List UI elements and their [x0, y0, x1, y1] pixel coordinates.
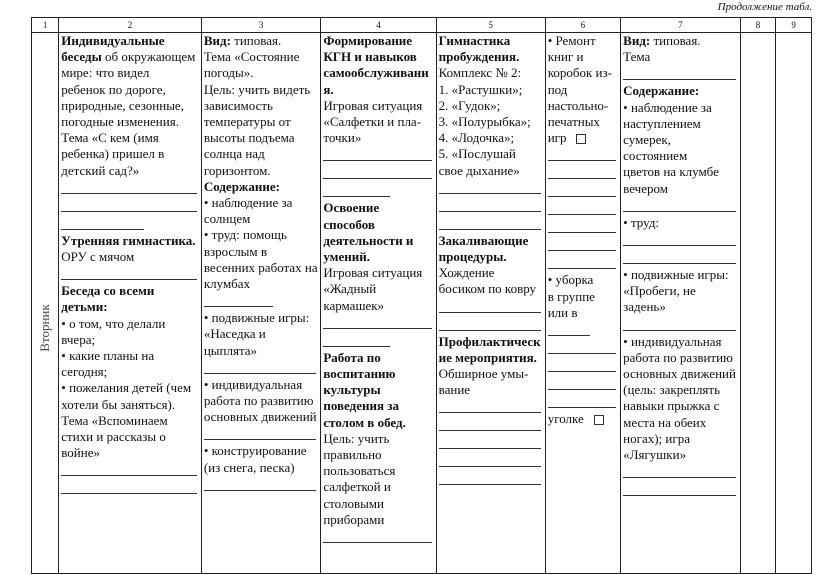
text: Игровая ситуация [323, 97, 423, 113]
blank-line [548, 164, 616, 179]
text: • какие планы на [61, 348, 199, 364]
header-cell: 2 [59, 18, 202, 33]
text: наступлением [623, 115, 701, 131]
blank-line [623, 463, 736, 478]
text: горизонтом. [203, 162, 271, 178]
blank-line [61, 197, 197, 212]
header-cell: 7 [621, 18, 741, 33]
text: солнца над [203, 146, 265, 162]
day-cell [32, 33, 59, 574]
blank-line [323, 528, 431, 543]
text: Индивидуальные [61, 33, 165, 48]
text: хотели бы заняться). [61, 396, 176, 412]
blank-line [439, 452, 541, 467]
header-cell: 4 [321, 18, 436, 33]
header-cell: 8 [740, 18, 776, 33]
text: Хождение [438, 265, 495, 281]
routine-cell [321, 33, 436, 574]
text: высоты подъема [203, 130, 295, 146]
blank-line [623, 231, 736, 246]
text: Беседа со всеми [61, 283, 155, 299]
text: ребенок по дороге, [61, 81, 166, 97]
text: свое дыхание» [438, 162, 520, 178]
text: взрослым в [203, 243, 268, 259]
text: культуры [323, 382, 381, 398]
text: 1. «Растушки»; [438, 81, 523, 97]
text: Вид: [203, 33, 231, 48]
text: КГН и навыков [323, 49, 417, 65]
text: столовыми [323, 495, 384, 511]
text: • о том, что делали [61, 316, 199, 332]
text: «Пробеги, не задень» [623, 283, 696, 315]
text: вчера; [61, 331, 96, 347]
text: зависимость [203, 97, 273, 113]
blank-line [61, 461, 197, 476]
blank-line [61, 479, 197, 494]
text: сегодня; [61, 364, 108, 380]
plan-table [31, 17, 812, 574]
header-cell: 5 [436, 18, 545, 33]
text: навыки прыжка с [623, 398, 720, 414]
text: процедуры. [438, 249, 507, 265]
blank-line [439, 398, 541, 413]
blank-line [548, 393, 616, 408]
text: войне» [61, 445, 100, 461]
text: • труд: помощь [204, 227, 319, 243]
text: (из снега, песка) [203, 459, 295, 475]
text: Цель: учить видеть [203, 81, 311, 97]
header-cell: 9 [776, 18, 812, 33]
text: Утренняя гимнастика. [61, 232, 196, 248]
blank-line [439, 197, 541, 212]
labor-cell [545, 33, 620, 574]
text: типовая. [230, 33, 282, 48]
text: • труд: [623, 215, 738, 231]
text: основных движений [203, 409, 317, 425]
checkbox-square [576, 134, 586, 144]
text: Содержание: [203, 178, 280, 194]
text: ребенка) пришел в [61, 146, 165, 162]
text: я. [323, 81, 334, 97]
text: Гимнастика [438, 33, 511, 48]
text: • индивидуальная [204, 377, 319, 393]
text: • подвижные игры: [623, 267, 738, 283]
text: Закаливающие [438, 232, 529, 248]
blank-line [204, 476, 317, 491]
text: «Наседка и [203, 326, 266, 342]
blank-line [548, 236, 616, 251]
text: или в [547, 304, 578, 320]
text: • уборка [548, 272, 618, 288]
blank-line [623, 65, 736, 80]
text: • Ремонт [548, 33, 618, 49]
text: детский сад?» [61, 162, 140, 178]
walk-cell [201, 33, 321, 574]
header-cell: 1 [32, 18, 59, 33]
text: Тема «Состояние [203, 49, 300, 65]
text: работа по развитию [623, 349, 733, 365]
text: природные, сезонные, [61, 97, 184, 113]
blank-line [323, 332, 389, 347]
blank-line [548, 357, 616, 372]
blank-line [548, 218, 616, 233]
text: Обширное умы- [438, 366, 529, 382]
text: Формирование [323, 33, 413, 48]
blank-line [548, 339, 616, 354]
text: цыплята» [203, 342, 258, 358]
text: ногах); игра [623, 430, 690, 446]
text: солнцем [203, 211, 251, 227]
text: настольно- [547, 97, 609, 113]
text: работа по развитию [203, 393, 314, 409]
text: босиком по ковру [438, 281, 537, 297]
text: поведения за [323, 398, 399, 414]
checkbox-square [594, 415, 604, 425]
text: клумбах [203, 276, 251, 292]
blank-line [548, 254, 616, 269]
text: «Лягушки» [623, 447, 687, 463]
text: мире: что видел [61, 65, 150, 81]
text: Профилактическ [438, 333, 541, 349]
text: деятельности и [323, 232, 414, 248]
tuesday-row [32, 33, 812, 574]
text: весенних работах на [203, 259, 318, 275]
text: сумерек, состоянием [623, 132, 688, 164]
text: 3. «Полурыбка»; [438, 114, 531, 130]
text: Игровая ситуация [323, 265, 423, 281]
day-label: Вторник [37, 304, 53, 352]
text: 5. «Послушай [438, 146, 516, 162]
text: Содержание: [623, 83, 700, 99]
text: Цель: учить [323, 430, 390, 446]
text: салфеткой и [323, 479, 391, 495]
text: места на обеих [623, 414, 707, 430]
continuation-label: Продолжение табл. [717, 1, 812, 13]
text: воспитанию [323, 366, 396, 382]
text: • конструирование [204, 443, 319, 459]
header-cell: 6 [545, 18, 620, 33]
afternoon-cell [436, 33, 545, 574]
blank-line [548, 182, 616, 197]
blank-line [61, 265, 197, 280]
text: • наблюдение за [204, 195, 319, 211]
blank-line [204, 359, 317, 374]
text: столом в обед. [323, 414, 406, 430]
text: типовая. [650, 33, 701, 48]
blank-line [439, 316, 541, 331]
text: погодные изменения. [61, 114, 179, 130]
text: «Жадный [323, 281, 377, 297]
text: Освоение [323, 200, 380, 216]
blank-line [323, 164, 431, 179]
text: Вид: [623, 33, 651, 48]
blank-line [204, 425, 317, 440]
blank-line [61, 215, 144, 230]
text: • пожелания детей (чем [61, 380, 199, 396]
text: Комплекс № 2: [438, 65, 522, 81]
text: пользоваться [323, 463, 396, 479]
text: Работа по [323, 349, 381, 365]
text: «Салфетки и пла- [323, 114, 422, 130]
blank-line [623, 316, 736, 331]
blank-line [323, 182, 389, 197]
text: точки» [323, 130, 362, 146]
evening-walk-cell [621, 33, 741, 574]
text: об окружающем [101, 49, 196, 65]
text: • наблюдение за [623, 100, 738, 116]
empty-cell-8 [740, 33, 776, 574]
text: книг и [547, 49, 584, 65]
blank-line [439, 416, 541, 431]
text: беседы [61, 49, 102, 65]
text: температуры от [203, 114, 291, 130]
text: в группе [547, 288, 595, 304]
text: ие мероприятия. [438, 349, 537, 365]
blank-line [548, 375, 616, 390]
text: 2. «Гудок»; [438, 97, 501, 113]
blank-line [548, 321, 590, 336]
text: правильно [323, 447, 382, 463]
text: цветов на клумбе [623, 164, 719, 180]
text: умений. [323, 249, 371, 265]
text: вание [438, 382, 471, 398]
blank-line [323, 314, 431, 329]
header-row [32, 18, 812, 33]
text: печатных [547, 114, 600, 130]
blank-line [323, 146, 431, 161]
blank-line [623, 481, 736, 496]
blank-line [439, 298, 541, 313]
text: кармашек» [323, 297, 385, 313]
text: погоды». [203, 65, 254, 81]
text: самообслуживани [323, 65, 429, 81]
text: приборами [323, 511, 385, 527]
text: (цель: закреплять [623, 382, 721, 398]
header-cell: 3 [201, 18, 321, 33]
text: способов [323, 216, 375, 232]
blank-line [623, 197, 736, 212]
text: Тема [623, 49, 651, 65]
blank-line [439, 434, 541, 449]
text: игр [547, 130, 567, 146]
blank-line [61, 179, 197, 194]
blank-line [623, 249, 736, 264]
text: стихи и рассказы о [61, 429, 166, 445]
text: уголке [547, 411, 584, 427]
blank-line [548, 146, 616, 161]
text: 4. «Лодочка»; [438, 130, 515, 146]
empty-cell-9 [776, 33, 812, 574]
text: Тема «С кем (имя [61, 130, 159, 146]
blank-line [439, 470, 541, 485]
morning-activities-cell [59, 33, 202, 574]
text: • подвижные игры: [204, 310, 319, 326]
text: под [547, 81, 568, 97]
blank-line [204, 292, 273, 307]
blank-line [439, 215, 541, 230]
text: вечером [623, 180, 668, 196]
text: ОРУ с мячом [61, 249, 135, 265]
text: детьми: [61, 299, 108, 315]
text: основных движений [623, 366, 736, 382]
blank-line [548, 200, 616, 215]
text: коробок из- [547, 65, 612, 81]
text: пробуждения. [438, 49, 520, 65]
text: • индивидуальная [623, 334, 738, 350]
text: Тема «Вспоминаем [61, 412, 168, 428]
blank-line [439, 179, 541, 194]
